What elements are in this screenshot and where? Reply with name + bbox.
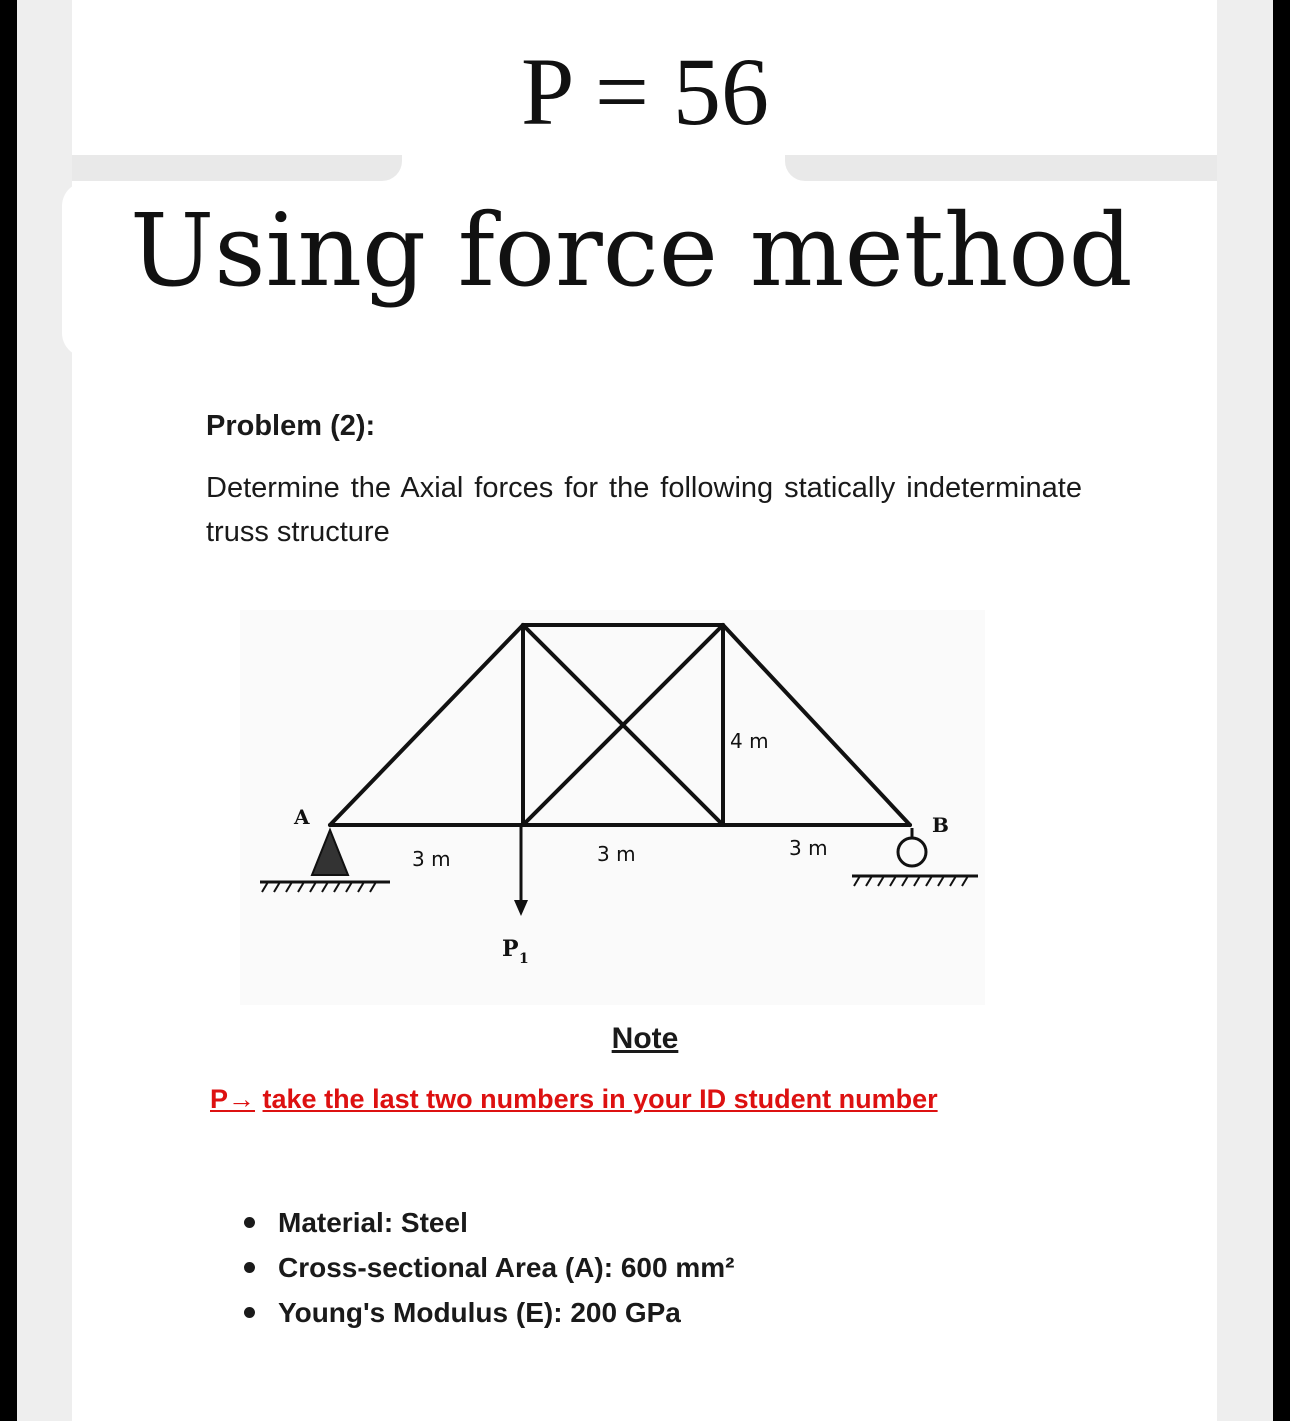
note-text (210, 1084, 938, 1115)
truss-diagram (240, 610, 985, 1005)
list-item: Cross-sectional Area (A): 600 mm² (240, 1245, 734, 1290)
label-a: A (294, 805, 310, 829)
divider-right (785, 155, 1217, 181)
label-span-1: 3 m (412, 847, 451, 871)
label-span-3: 3 m (789, 836, 828, 860)
list-item: Young's Modulus (E): 200 GPa (240, 1290, 734, 1335)
note-prefix: P (210, 1084, 229, 1114)
note-title: Note (611, 1022, 679, 1055)
method-title: Using force method (130, 192, 1133, 309)
label-load-subscript: 1 (519, 951, 529, 967)
problem-title: Problem (2): (206, 410, 376, 442)
problem-statement: Determine the Axial forces for the following statically indeterminate truss structure (206, 472, 1082, 548)
note-arrow: → (228, 1084, 256, 1114)
diagram-background (240, 610, 985, 1005)
note-body: take the last two numbers in your ID student number (262, 1084, 938, 1114)
list-item: Material: Steel (240, 1200, 734, 1245)
label-height: 4 m (730, 729, 769, 753)
divider-left (72, 155, 402, 181)
material-properties-list (240, 1200, 734, 1335)
p-value-heading: P = 56 (521, 38, 769, 145)
label-b: B (932, 813, 949, 837)
label-load: P (502, 936, 519, 962)
label-span-2: 3 m (597, 842, 636, 866)
